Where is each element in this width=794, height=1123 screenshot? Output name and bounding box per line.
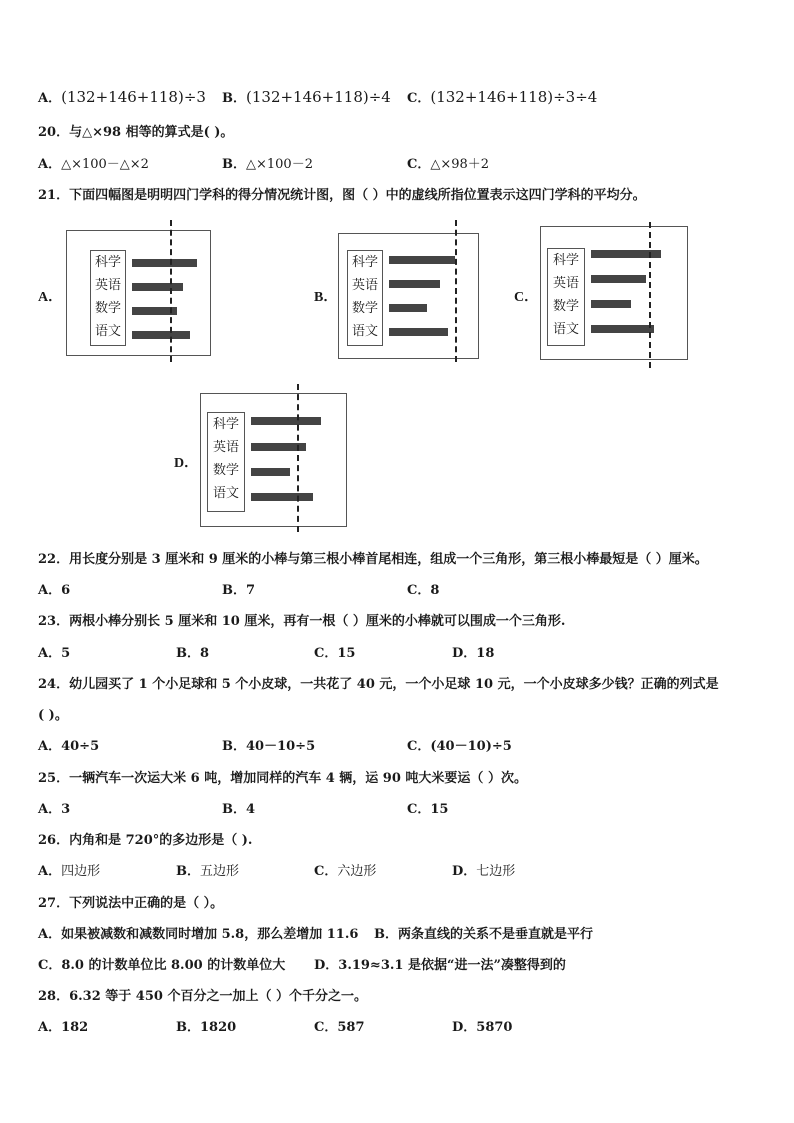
chart-c-bar-english [591,275,646,283]
chart-d-subjects: 科学 英语 数学 语文 [207,412,245,512]
q27-stem: 27．下列说法中正确的是（ ）。 [38,896,224,911]
q27-option-b: B．两条直线的关系不是垂直就是平行 [374,927,593,942]
chart-a-subjects: 科学 英语 数学 语文 [90,250,126,346]
q20-option-a: A．△×100－△×2 [38,157,149,172]
chart-b-label: B． [314,290,338,305]
q21-stem: 21．下面四幅图是明明四门学科的得分情况统计图，图（ ）中的虚线所指位置表示这四门学科的平均分。 [38,188,646,203]
chart-a-bar-chinese [132,331,190,339]
q27-option-a: A．如果被减数和减数同时增加 5.8，那么差增加 11.6 [38,927,359,942]
chart-d-average-line [297,384,299,532]
q24-option-b: B．40－10÷5 [222,739,316,754]
q23-option-d: D．18 [452,646,495,661]
q26-option-a: A．四边形 [38,864,101,879]
q23-stem: 23．两根小棒分别长 5 厘米和 10 厘米，再有一根（ ）厘米的小棒就可以围成一个三角形. [38,614,566,629]
q27-option-d: D．3.19≈3.1 是依据“进一法”凑整得到的 [314,958,566,973]
q24-option-a: A．40÷5 [38,739,100,754]
chart-a-bar-english [132,283,183,291]
chart-d-bar-science [251,417,321,425]
q22-stem: 22．用长度分别是 3 厘米和 9 厘米的小棒与第三根小棒首尾相连，组成一个三角形，第三根小棒最短是（ ）厘米。 [38,552,708,567]
chart-a-label: A． [38,290,63,305]
q23-option-a: A．5 [38,646,71,661]
q27-option-c: C．8.0 的计数单位比 8.00 的计数单位大 [38,958,286,973]
chart-d-label: D． [174,456,199,471]
q28-option-b: B．1820 [176,1020,237,1035]
q28-option-d: D．5870 [452,1020,513,1035]
chart-c-label: C． [514,290,539,305]
q26-option-d: D．七边形 [452,864,516,879]
chart-c-bar-math [591,300,631,308]
chart-c-subjects: 科学 英语 数学 语文 [547,248,585,346]
chart-b-bar-chinese [389,328,448,336]
q26-stem: 26．内角和是 720°的多边形是（ ). [38,833,253,848]
q22-option-a: A．6 [38,583,71,598]
q25-option-b: B．4 [222,802,256,817]
q28-option-a: A．182 [38,1020,89,1035]
chart-b-subjects: 科学 英语 数学 语文 [347,250,383,346]
q25-option-c: C．15 [407,802,449,817]
q24-stem: 24．幼儿园买了 1 个小足球和 5 个小皮球，一共花了 40 元，一个小足球 10 元，一个小皮球多少钱？正确的列式是 [38,677,719,692]
q24-option-c: C．(40－10)÷5 [407,739,512,754]
q23-option-c: C．15 [314,646,356,661]
chart-c-bar-chinese [591,325,654,333]
chart-a-bar-science [132,259,197,267]
chart-c-average-line [649,222,651,368]
chart-a-average-line [170,220,172,362]
q19-option-b: B．(132+146+118)÷4 [222,88,391,106]
q25-option-a: A．3 [38,802,71,817]
chart-b-bar-science [389,256,455,264]
chart-b-average-line [455,220,457,362]
q19-option-a: A．(132+146+118)÷3 [38,88,206,106]
q20-option-c: C．△×98＋2 [407,157,490,172]
q26-option-b: B．五边形 [176,864,240,879]
q20-stem: 20．与△×98 相等的算式是( )。 [38,125,234,140]
chart-d-bar-math [251,468,290,476]
q20-option-b: B．△×100－2 [222,157,313,172]
q24-stem-continued: ( )。 [38,708,68,723]
q22-option-c: C．8 [407,583,440,598]
chart-d-bar-chinese [251,493,313,501]
q26-option-c: C．六边形 [314,864,377,879]
q23-option-b: B．8 [176,646,210,661]
chart-b-bar-math [389,304,427,312]
chart-b-bar-english [389,280,440,288]
q22-option-b: B．7 [222,583,256,598]
q28-stem: 28．6.32 等于 450 个百分之一加上（ ）个千分之一。 [38,989,367,1004]
q28-option-c: C．587 [314,1020,365,1035]
q25-stem: 25．一辆汽车一次运大米 6 吨，增加同样的汽车 4 辆，运 90 吨大米要运（ ）次。 [38,771,527,786]
q19-option-c: C．(132+146+118)÷3÷4 [407,88,598,106]
